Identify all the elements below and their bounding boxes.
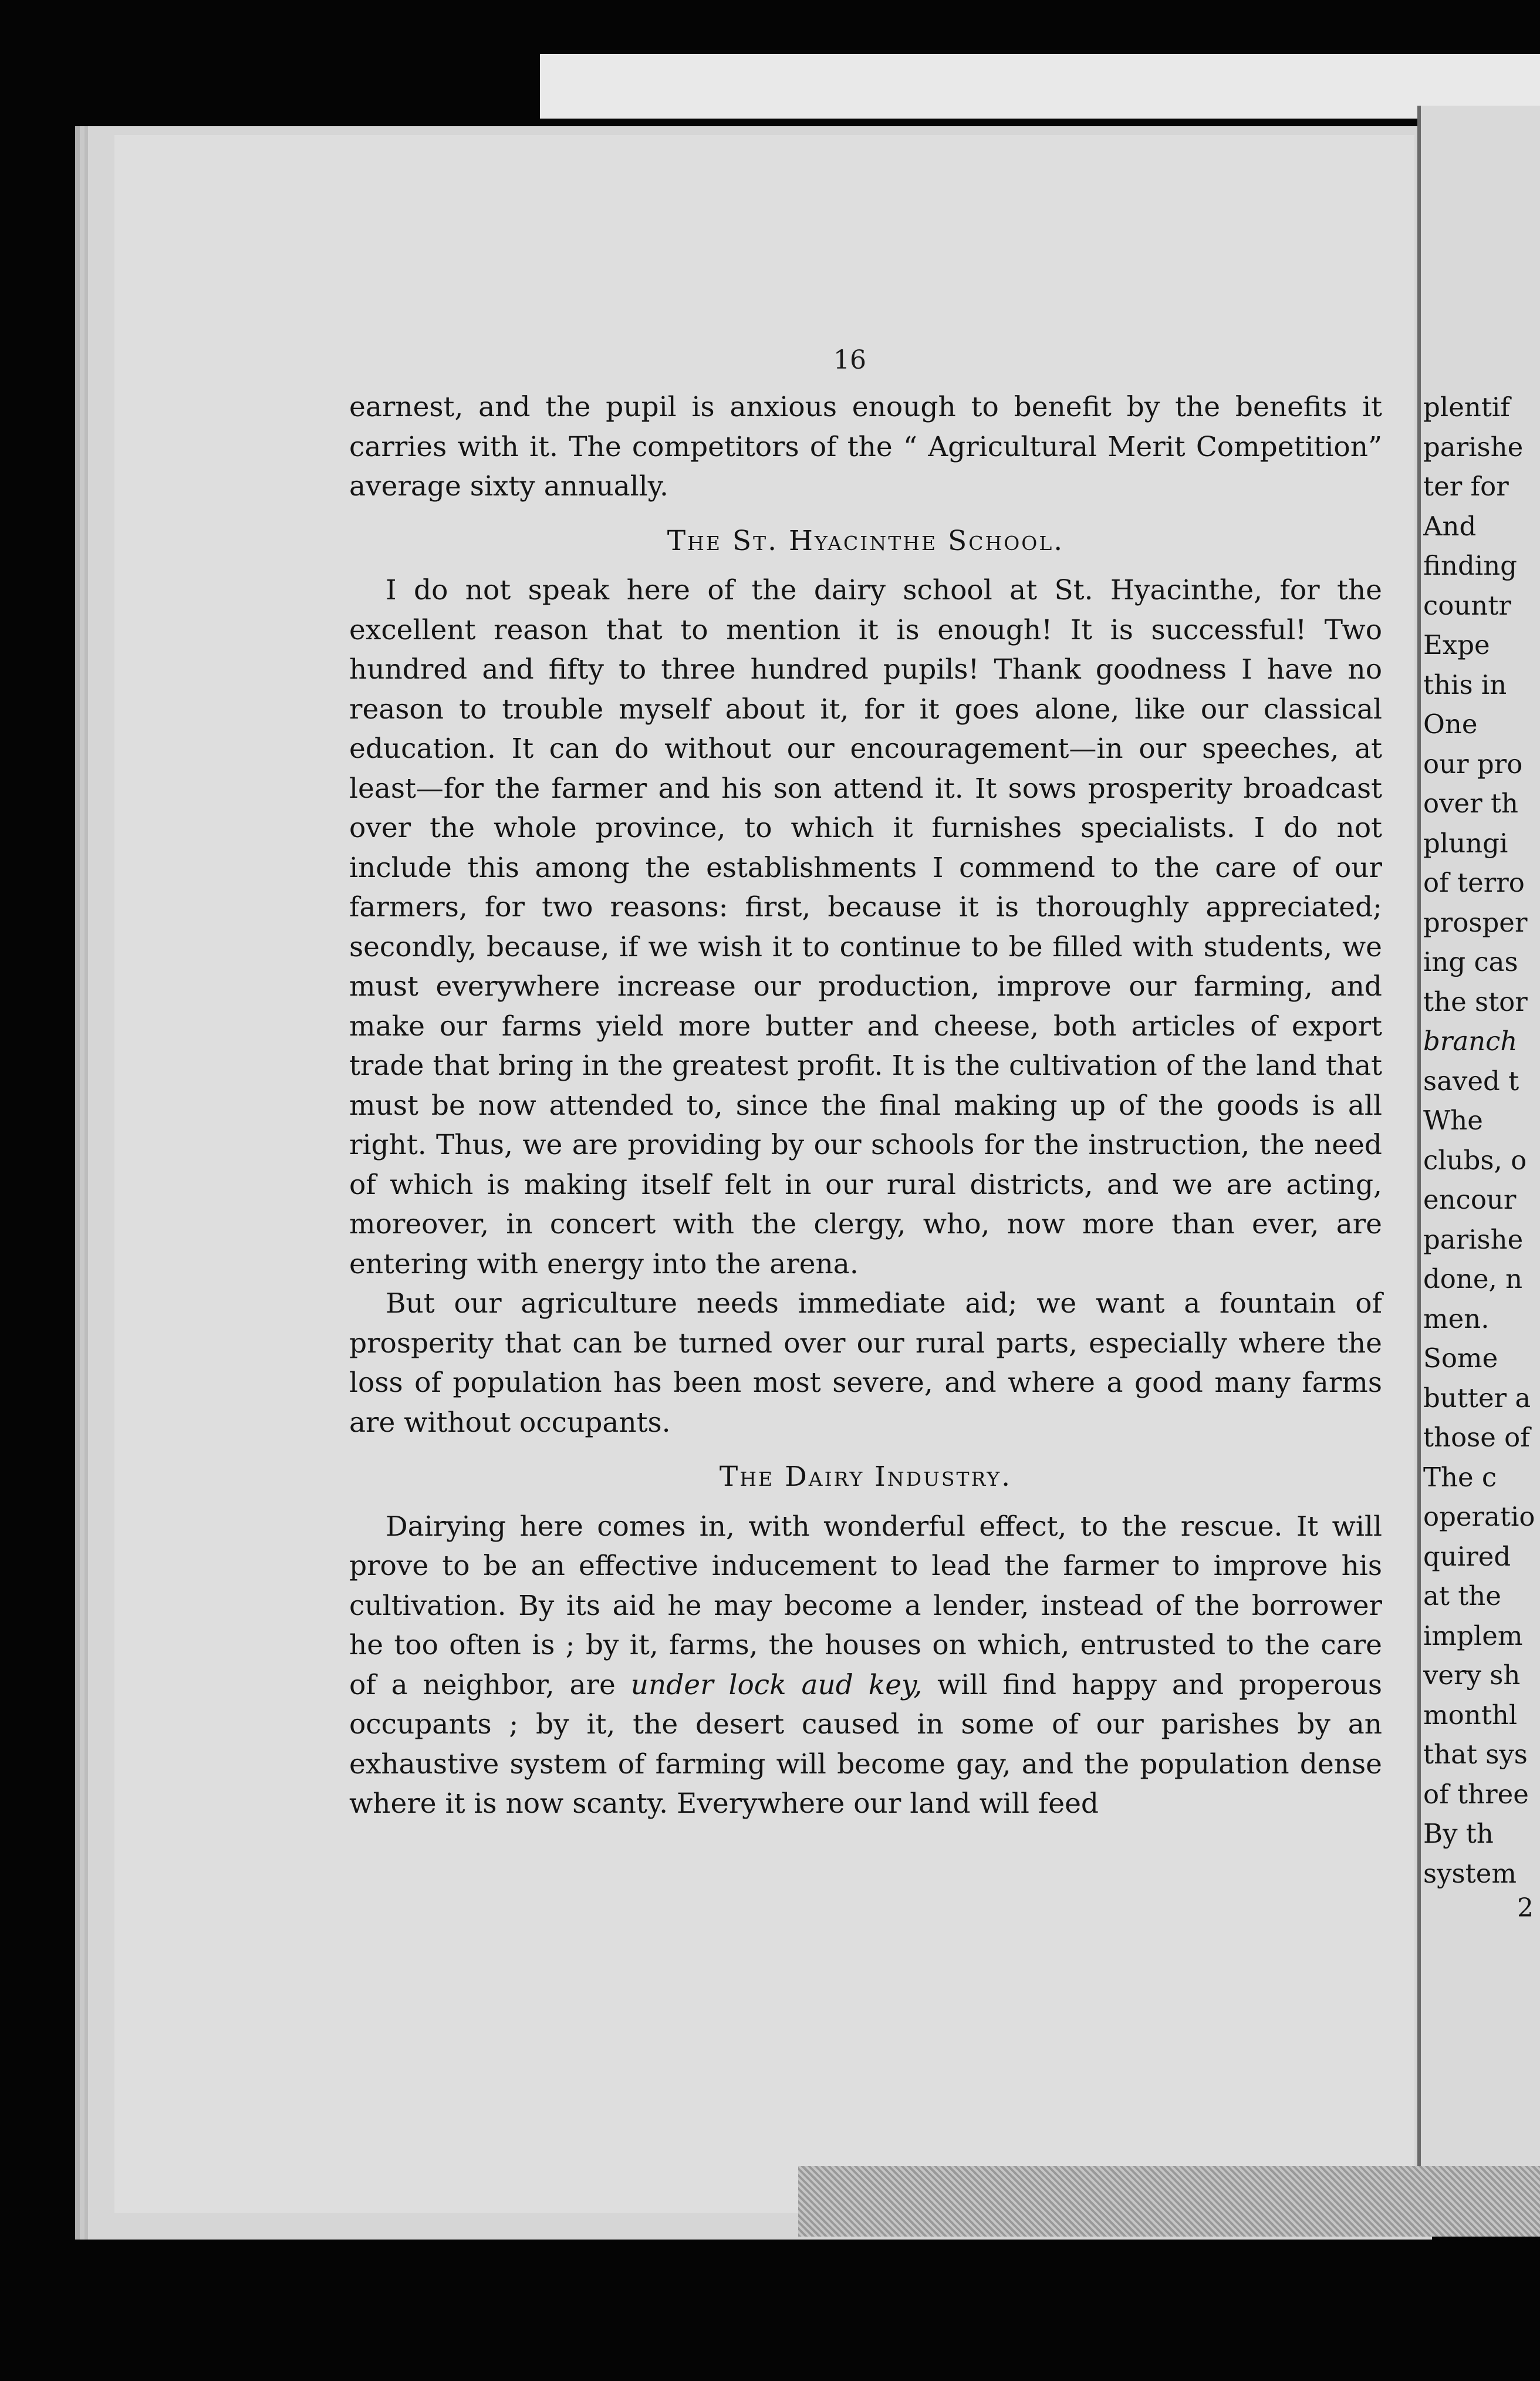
facing-line: very sh bbox=[1423, 1660, 1521, 1691]
paragraph bbox=[349, 1507, 1382, 1824]
facing-page-footer: 2 bbox=[1517, 1893, 1534, 1923]
facing-line: of three bbox=[1423, 1778, 1529, 1810]
facing-line: our pro bbox=[1423, 748, 1523, 780]
page-body bbox=[349, 387, 1382, 1824]
facing-line: finding bbox=[1423, 550, 1517, 581]
facing-line: ter for bbox=[1423, 471, 1509, 502]
text-run: Dairying here comes in, with wonderful effect, to the rescue. It will prove to be an effective inducement to lead the farmer to improve his cultivation. By its aid he may become a lender, instead of the borrower he too often is ; by it, farms, the houses on which, entrusted to the care of a neighbor, are bbox=[349, 1510, 1382, 1701]
facing-line: Expe bbox=[1423, 629, 1490, 660]
binder-tab bbox=[540, 54, 1540, 119]
facing-line: saved t bbox=[1423, 1065, 1519, 1097]
facing-line: countr bbox=[1423, 589, 1511, 621]
facing-line: over th bbox=[1423, 788, 1519, 819]
book-cloth bbox=[798, 2166, 1540, 2237]
facing-line: at the bbox=[1423, 1580, 1501, 1611]
facing-line: clubs, o bbox=[1423, 1144, 1527, 1176]
facing-line: prosper bbox=[1423, 906, 1528, 938]
facing-line: plentif bbox=[1423, 392, 1510, 423]
facing-line: of terro bbox=[1423, 867, 1525, 898]
facing-line: system bbox=[1423, 1857, 1517, 1889]
facing-line: branch bbox=[1423, 1026, 1518, 1057]
section-heading: The Dairy Industry. bbox=[719, 1461, 1012, 1493]
facing-line: And bbox=[1423, 510, 1477, 542]
facing-line: Some bbox=[1423, 1343, 1498, 1374]
italic-text-run: under lock aud key, bbox=[630, 1668, 923, 1701]
facing-line: parishe bbox=[1423, 431, 1524, 463]
facing-line: One bbox=[1423, 709, 1478, 740]
facing-line: monthl bbox=[1423, 1699, 1518, 1731]
facing-line: those of bbox=[1423, 1422, 1530, 1453]
facing-line: quired bbox=[1423, 1540, 1511, 1572]
facing-page-text bbox=[1423, 387, 1540, 1893]
paragraph: But our agriculture needs immediate aid; we want a fountain of prosperity that can be turned over our rural parts, especially where the loss of population has been most severe, and where a good many farms are without occupants. bbox=[349, 1287, 1382, 1439]
facing-line: men. bbox=[1423, 1303, 1490, 1334]
facing-line: that sys bbox=[1423, 1739, 1528, 1770]
text-run: will find happy and properous occupants ; by it, the desert caused in some of our parishes by an exhaustive system of farming will become gay, and the population dense where it is now scanty. Everywhere our land will feed bbox=[349, 1668, 1383, 1820]
section-heading: The St. Hyacinthe School. bbox=[667, 524, 1065, 557]
paragraph: earnest, and the pupil is anxious enough to benefit by the benefits it carries with it. The competitors of the “ Agricultural Merit Competition” average sixty annually. bbox=[349, 391, 1382, 502]
facing-line: The c bbox=[1423, 1461, 1497, 1493]
facing-line: done, n bbox=[1423, 1263, 1523, 1294]
facing-line: butter a bbox=[1423, 1382, 1531, 1414]
facing-line: ing cas bbox=[1423, 946, 1518, 977]
facing-line: implem bbox=[1423, 1620, 1523, 1651]
paragraph: I do not speak here of the dairy school at St. Hyacinthe, for the excellent reason that to mention it is enough! It is successful! Two hundred and fifty to three hundred pupils! Thank goodness I have no reason to trouble myself about it, for it goes alone, like our classical education. It can do without our encouragement—in our speeches, at least—for the farmer and his son attend it. It sows prosperity broadcast over the whole province, to which it furnishes specialists. I do not include this among the establishments I commend to the care of our farmers, for two reasons: first, because it is thoroughly appreciated; secondly, because, if we wish it to continue to be filled with students, we must everywhere increase our production, improve our farming, and make our farms yield more butter and cheese, both articles of export trade that bring in the greatest profit. It is the cultivation of the land that must be now attended to, since the final making up of the goods is all right. Thus, we are providing by our schools for the instruction, the need of which is making itself felt in our rural districts, and we are acting, moreover, in concert with the clergy, who, now more than ever, are entering with energy into the arena. bbox=[349, 574, 1382, 1280]
facing-line: plungi bbox=[1423, 827, 1508, 859]
facing-line: encour bbox=[1423, 1184, 1517, 1215]
facing-line: operatio bbox=[1423, 1501, 1535, 1532]
facing-line: parishe bbox=[1423, 1223, 1524, 1255]
facing-line: this in bbox=[1423, 669, 1507, 700]
facing-line: the stor bbox=[1423, 986, 1528, 1017]
facing-line: By th bbox=[1423, 1818, 1494, 1849]
page-number: 16 bbox=[833, 345, 866, 375]
facing-line: Whe bbox=[1423, 1105, 1483, 1136]
